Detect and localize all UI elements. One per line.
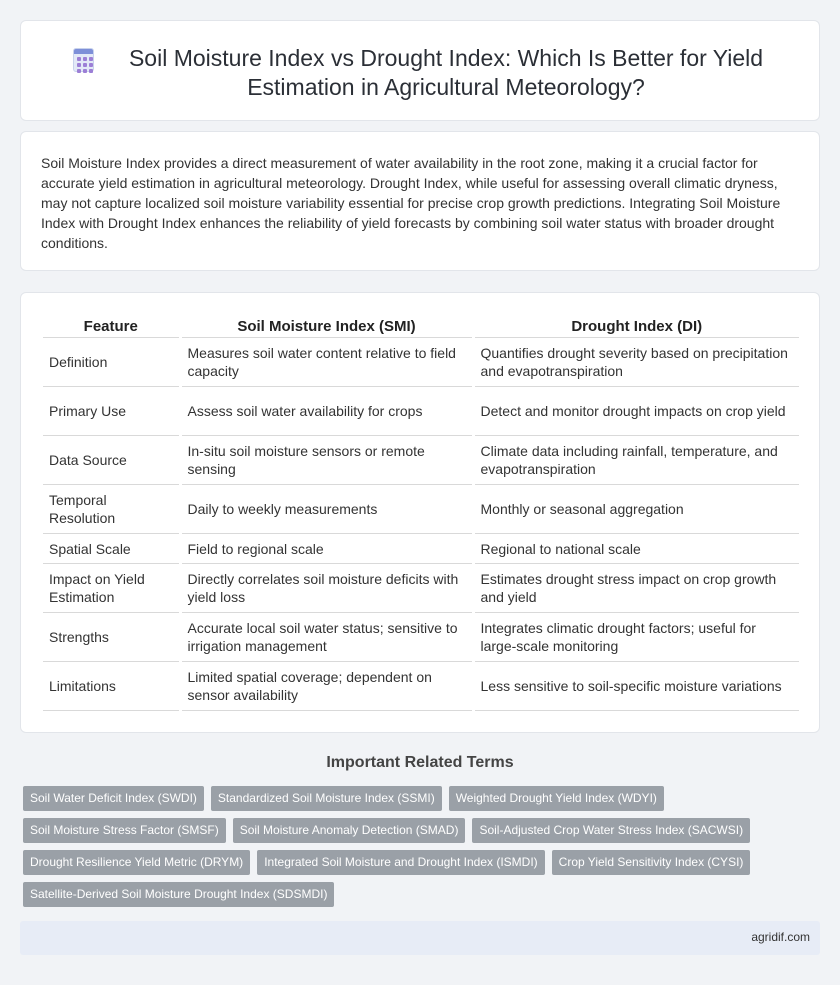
header-card (20, 20, 820, 121)
intro-paragraph: Soil Moisture Index provides a direct measurement of water availability in the root zone, making it a crucial factor for accurate yield estimation in agricultural meteorology. Drought Index, while useful for assessing overall climatic dryness, may not capture localized soil moisture variability essential for precise crop growth predictions. Integrating Soil Moisture Index with Drought Index enhances the reliability of yield forecasts by combining soil water status with broader drought conditions. (41, 155, 781, 251)
footer-site-link[interactable]: agridif.com (751, 930, 810, 944)
document-grid-icon (73, 48, 94, 72)
row-di: Less sensitive to soil-specific moisture variations (473, 662, 799, 711)
row-smi: Assess soil water availability for crops (180, 387, 473, 436)
row-smi: Accurate local soil water status; sensitive to irrigation management (180, 613, 473, 662)
row-di: Detect and monitor drought impacts on crop yield (473, 387, 799, 436)
related-term-tag[interactable]: Soil-Adjusted Crop Water Stress Index (SACWSI) (472, 818, 750, 843)
comparison-table-card (20, 292, 820, 733)
table-row (43, 436, 799, 485)
header-smi: Soil Moisture Index (SMI) (180, 317, 473, 338)
row-di: Climate data including rainfall, temperature, and evapotranspiration (473, 436, 799, 485)
row-smi: Daily to weekly measurements (180, 485, 473, 534)
row-feature: Limitations (43, 662, 180, 711)
table-row (43, 564, 799, 613)
related-term-tag[interactable]: Standardized Soil Moisture Index (SSMI) (211, 786, 442, 811)
page-title: Soil Moisture Index vs Drought Index: Which Is Better for Yield Estimation in Agricultural Meteorology? (128, 45, 764, 100)
row-feature: Temporal Resolution (43, 485, 180, 534)
row-feature: Spatial Scale (43, 534, 180, 564)
table-row (43, 387, 799, 436)
related-terms-title: Important Related Terms (326, 754, 514, 771)
row-feature: Strengths (43, 613, 180, 662)
row-di: Integrates climatic drought factors; useful for large-scale monitoring (473, 613, 799, 662)
row-smi: In-situ soil moisture sensors or remote sensing (180, 436, 473, 485)
header-di: Drought Index (DI) (473, 317, 799, 338)
related-term-tag[interactable]: Crop Yield Sensitivity Index (CYSI) (552, 850, 751, 875)
related-term-tag[interactable]: Soil Moisture Anomaly Detection (SMAD) (233, 818, 466, 843)
table-row (43, 485, 799, 534)
related-terms-list (23, 786, 783, 907)
related-term-tag[interactable]: Soil Water Deficit Index (SWDI) (23, 786, 204, 811)
row-smi: Field to regional scale (180, 534, 473, 564)
related-term-tag[interactable]: Drought Resilience Yield Metric (DRYM) (23, 850, 250, 875)
table-row (43, 534, 799, 564)
intro-card (20, 131, 820, 271)
table-row (43, 613, 799, 662)
table-row (43, 662, 799, 711)
related-term-tag[interactable]: Integrated Soil Moisture and Drought Index (ISMDI) (257, 850, 544, 875)
row-di: Estimates drought stress impact on crop growth and yield (473, 564, 799, 613)
comparison-table (43, 317, 799, 711)
related-term-tag[interactable]: Soil Moisture Stress Factor (SMSF) (23, 818, 226, 843)
row-feature: Impact on Yield Estimation (43, 564, 180, 613)
row-feature: Primary Use (43, 387, 180, 436)
row-di: Monthly or seasonal aggregation (473, 485, 799, 534)
related-term-tag[interactable]: Weighted Drought Yield Index (WDYI) (449, 786, 664, 811)
row-smi: Directly correlates soil moisture deficits with yield loss (180, 564, 473, 613)
header-feature: Feature (43, 317, 180, 338)
row-di: Quantifies drought severity based on precipitation and evapotranspiration (473, 338, 799, 387)
table-row (43, 338, 799, 387)
row-feature: Definition (43, 338, 180, 387)
footer (20, 921, 820, 955)
table-header-row (43, 317, 799, 338)
row-smi: Measures soil water content relative to field capacity (180, 338, 473, 387)
row-feature: Data Source (43, 436, 180, 485)
row-di: Regional to national scale (473, 534, 799, 564)
related-term-tag[interactable]: Satellite-Derived Soil Moisture Drought Index (SDSMDI) (23, 882, 334, 907)
row-smi: Limited spatial coverage; dependent on sensor availability (180, 662, 473, 711)
